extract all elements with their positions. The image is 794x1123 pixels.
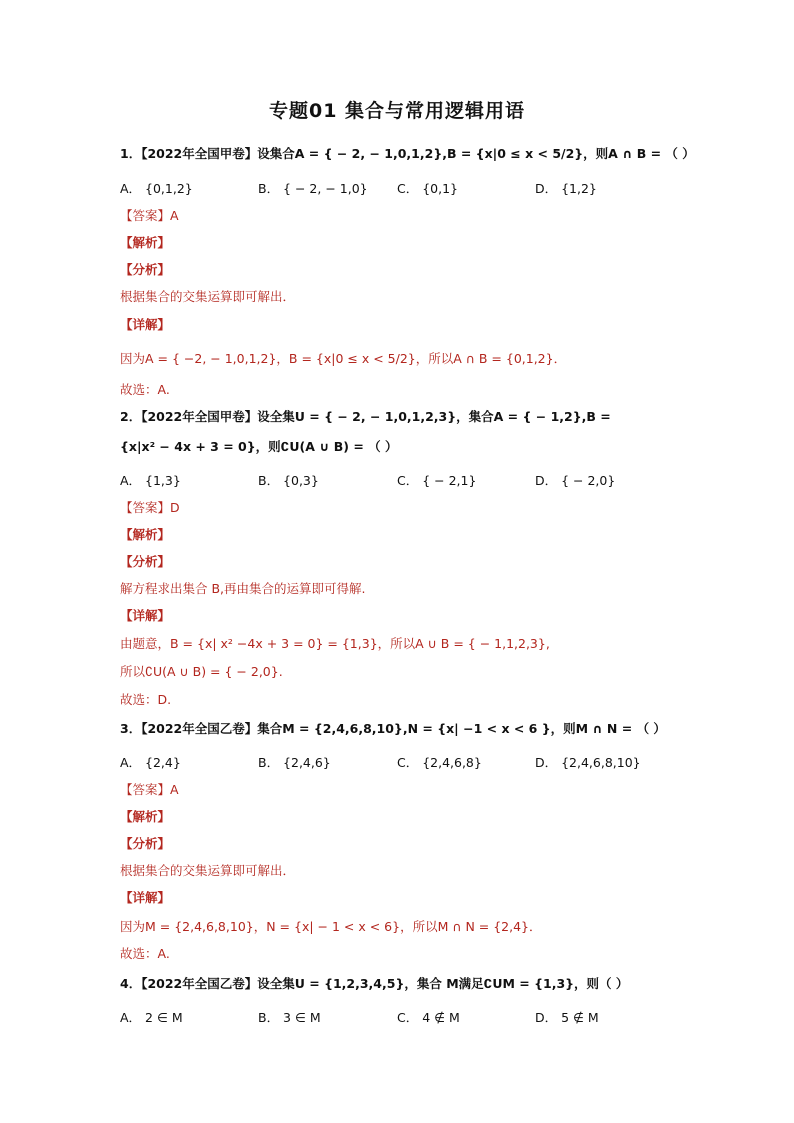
- q2-option-c: C． { − 2,1}: [397, 473, 477, 488]
- q3-jiexi-heading: 【解析】: [120, 809, 171, 824]
- q3-detail: 因为M = {2,4,6,8,10}，N = {x| − 1 < x < 6}，所以M ∩ N = {2,4}．: [120, 919, 542, 934]
- q1-fenxi-heading: 【分析】: [120, 262, 171, 277]
- q1-xiangjie-heading: 【详解】: [120, 317, 171, 332]
- q3-option-b: B． {2,4,6}: [258, 755, 331, 770]
- question-3-stem: 3．【2022年全国乙卷】集合M = {2,4,6,8,10},N = {x| −1 < x < 6 }，则M ∩ N = （ ）: [120, 721, 666, 736]
- q3-option-d: D． {2,4,6,8,10}: [535, 755, 641, 770]
- q1-detail: 因为A = { −2, − 1,0,1,2}，B = {x|0 ≤ x < 5/2}，所以A ∩ B = {0,1,2}．: [120, 351, 567, 366]
- q2-fenxi-text: 解方程求出集合 B,再由集合的运算即可得解.: [120, 581, 366, 596]
- q3-fenxi-heading: 【分析】: [120, 836, 171, 851]
- q1-option-c: C． {0,1}: [397, 181, 458, 196]
- q3-option-c: C． {2,4,6,8}: [397, 755, 482, 770]
- question-4-stem: 4．【2022年全国乙卷】设全集U = {1,2,3,4,5}，集合 M满足∁UM = {1,3}，则（ ）: [120, 976, 629, 991]
- q3-choice: 故选：A.: [120, 946, 170, 961]
- page-title: 专题01 集合与常用逻辑用语: [268, 100, 526, 122]
- question-1-stem: 1．【2022年全国甲卷】设集合A = { − 2, − 1,0,1,2},B = {x|0 ≤ x < 5/2}，则A ∩ B = （ ）: [120, 146, 695, 161]
- q3-xiangjie-heading: 【详解】: [120, 890, 171, 905]
- q2-option-b: B． {0,3}: [258, 473, 319, 488]
- q2-detail-line2: 所以∁U(A ∪ B) = { − 2,0}.: [120, 664, 283, 679]
- q4-option-b: B． 3 ∈ M: [258, 1010, 321, 1025]
- q2-xiangjie-heading: 【详解】: [120, 608, 171, 623]
- q2-option-a: A． {1,3}: [120, 473, 181, 488]
- q1-jiexi-heading: 【解析】: [120, 235, 171, 250]
- q1-option-d: D． {1,2}: [535, 181, 597, 196]
- q3-answer: 【答案】A: [120, 782, 179, 797]
- q4-option-a: A． 2 ∈ M: [120, 1010, 183, 1025]
- q1-option-b: B． { − 2, − 1,0}: [258, 181, 368, 196]
- q1-choice: 故选：A.: [120, 382, 170, 397]
- question-2-stem-line2: {x|x² − 4x + 3 = 0}，则∁U(A ∪ B) = （ ）: [120, 439, 398, 454]
- q2-jiexi-heading: 【解析】: [120, 527, 171, 542]
- question-2-stem-line1: 2．【2022年全国甲卷】设全集U = { − 2, − 1,0,1,2,3}，集合A = { − 1,2},B =: [120, 409, 611, 424]
- q1-answer: 【答案】A: [120, 208, 179, 223]
- q1-option-a: A． {0,1,2}: [120, 181, 193, 196]
- q2-answer: 【答案】D: [120, 500, 180, 515]
- q2-fenxi-heading: 【分析】: [120, 554, 171, 569]
- q4-option-c: C． 4 ∉ M: [397, 1010, 460, 1025]
- q2-choice: 故选：D.: [120, 692, 172, 707]
- q3-fenxi-text: 根据集合的交集运算即可解出．: [120, 863, 296, 878]
- q2-option-d: D． { − 2,0}: [535, 473, 616, 488]
- q1-fenxi-text: 根据集合的交集运算即可解出．: [120, 289, 296, 304]
- q3-option-a: A． {2,4}: [120, 755, 181, 770]
- q2-detail-line1: 由题意，B = {x| x² −4x + 3 = 0} = {1,3}，所以A ∪ B = { − 1,1,2,3},: [120, 636, 550, 651]
- q4-option-d: D． 5 ∉ M: [535, 1010, 599, 1025]
